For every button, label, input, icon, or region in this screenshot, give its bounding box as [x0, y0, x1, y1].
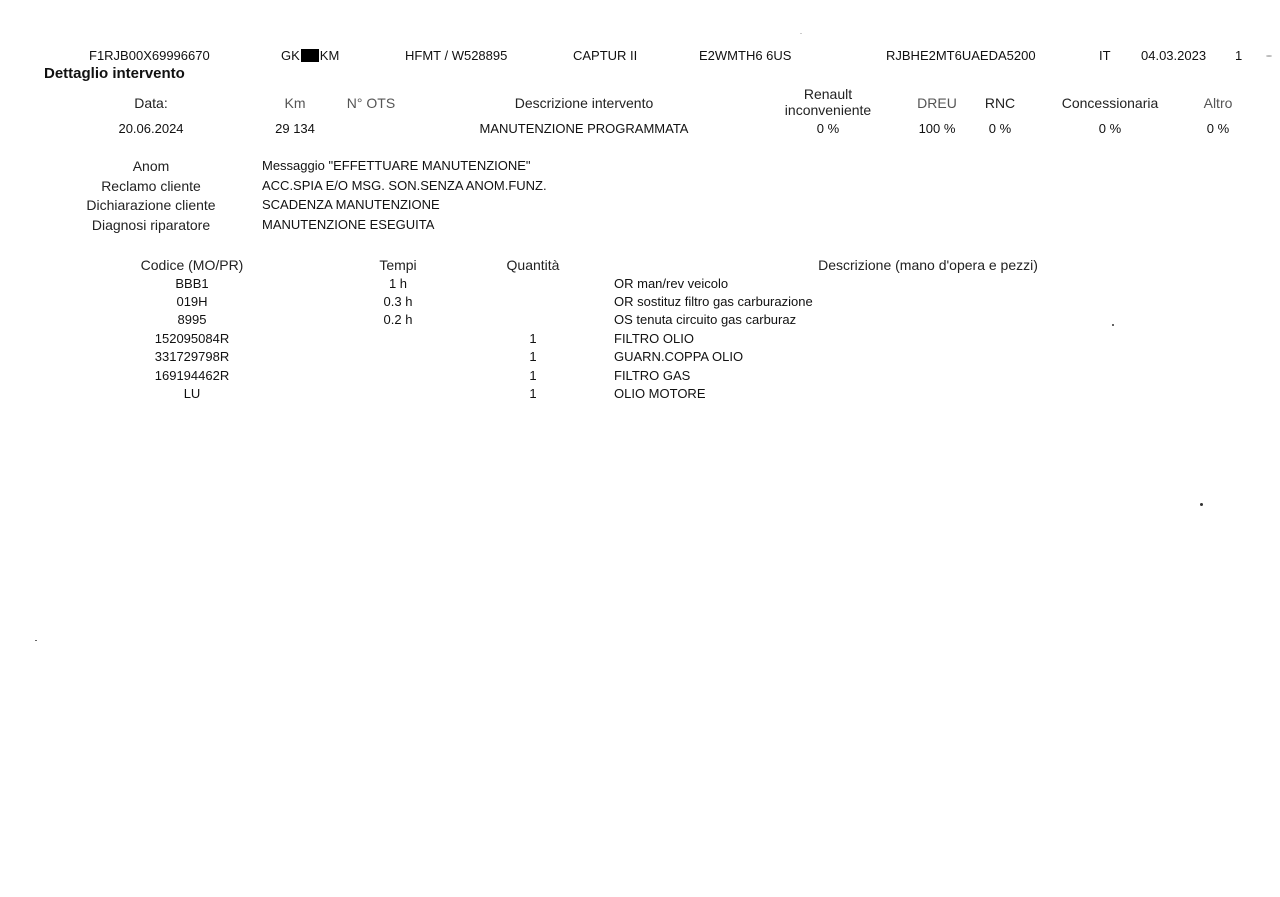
redaction-block: [301, 49, 319, 62]
col-header-description: Descrizione intervento: [514, 95, 654, 111]
section-title: Dettaglio intervento: [44, 65, 185, 82]
plate-suffix: KM: [319, 48, 340, 63]
plate-number: [281, 48, 339, 64]
part-quantity: 1: [529, 386, 537, 401]
parts-header-code: Codice (MO/PR): [140, 257, 244, 273]
scan-speck: [1112, 324, 1114, 326]
part-quantity: 1: [529, 331, 537, 346]
detail-label-diagnosis: Diagnosi riparatore: [91, 217, 211, 233]
col-header-km: Km: [284, 95, 306, 111]
col-header-date: Data:: [134, 95, 168, 111]
part-code: 019H: [176, 294, 208, 309]
part-quantity: 1: [529, 349, 537, 364]
part-description: FILTRO GAS: [614, 368, 691, 383]
col-header-ots: N° OTS: [346, 95, 396, 111]
intervention-renault: 0 %: [816, 121, 840, 136]
part-description: FILTRO OLIO: [614, 331, 694, 346]
part-code: 8995: [177, 312, 207, 327]
version-code: E2WMTH6 6US: [699, 48, 792, 63]
part-time: 0.3 h: [383, 294, 413, 309]
detail-label-anom: Anom: [132, 158, 170, 174]
col-header-renault-line1: Renault: [803, 86, 853, 102]
col-header-dreu: DREU: [917, 95, 957, 111]
engine-code: HFMT / W528895: [405, 48, 508, 63]
col-header-dealer: Concessionaria: [1061, 95, 1159, 111]
detail-label-complaint: Reclamo cliente: [101, 178, 201, 194]
col-header-other: Altro: [1203, 95, 1233, 111]
col-header-rnc: RNC: [984, 95, 1016, 111]
detail-value-complaint: ACC.SPIA E/O MSG. SON.SENZA ANOM.FUNZ.: [262, 178, 547, 193]
plate-prefix: GK: [281, 48, 300, 63]
col-header-renault-line2: inconveniente: [784, 102, 872, 118]
part-description: OR sostituz filtro gas carburazione: [614, 294, 813, 309]
scan-speck: [1200, 503, 1203, 506]
page-number: 1: [1235, 48, 1243, 63]
intervention-km: 29 134: [275, 121, 315, 136]
detail-value-diagnosis: MANUTENZIONE ESEGUITA: [262, 217, 435, 232]
detail-value-anom: Messaggio "EFFETTUARE MANUTENZIONE": [262, 158, 531, 173]
part-description: OLIO MOTORE: [614, 386, 706, 401]
parts-header-description: Descrizione (mano d'opera e pezzi): [818, 257, 1038, 273]
vin-code: F1RJB00X69996670: [89, 48, 210, 63]
country-code: IT: [1099, 48, 1111, 63]
part-code: LU: [183, 386, 201, 401]
scan-speck: [35, 640, 37, 641]
part-code: 169194462R: [154, 368, 230, 383]
part-quantity: 1: [529, 368, 537, 383]
intervention-dreu: 100 %: [918, 121, 956, 136]
detail-label-declaration: Dichiarazione cliente: [86, 197, 216, 213]
detail-value-declaration: SCADENZA MANUTENZIONE: [262, 197, 440, 212]
intervention-rnc: 0 %: [988, 121, 1012, 136]
part-code: 152095084R: [154, 331, 230, 346]
col-header-renault: [785, 86, 871, 118]
vin-number: RJBHE2MT6UAEDA5200: [886, 48, 1036, 63]
part-time: 1 h: [388, 276, 408, 291]
part-description: OS tenuta circuito gas carburaz: [614, 312, 797, 327]
intervention-other: 0 %: [1206, 121, 1230, 136]
header-date: 04.03.2023: [1141, 48, 1207, 63]
scan-speck: [800, 33, 802, 34]
part-code: 331729798R: [154, 349, 230, 364]
vehicle-model: CAPTUR II: [573, 48, 638, 63]
intervention-date: 20.06.2024: [118, 121, 184, 136]
intervention-dealer: 0 %: [1098, 121, 1122, 136]
parts-header-time: Tempi: [379, 257, 417, 273]
intervention-description: MANUTENZIONE PROGRAMMATA: [479, 121, 689, 136]
part-description: GUARN.COPPA OLIO: [614, 349, 744, 364]
part-time: 0.2 h: [383, 312, 413, 327]
part-code: BBB1: [175, 276, 209, 291]
part-description: OR man/rev veicolo: [614, 276, 729, 291]
scan-speck: [1266, 55, 1272, 57]
parts-header-qty: Quantità: [506, 257, 560, 273]
